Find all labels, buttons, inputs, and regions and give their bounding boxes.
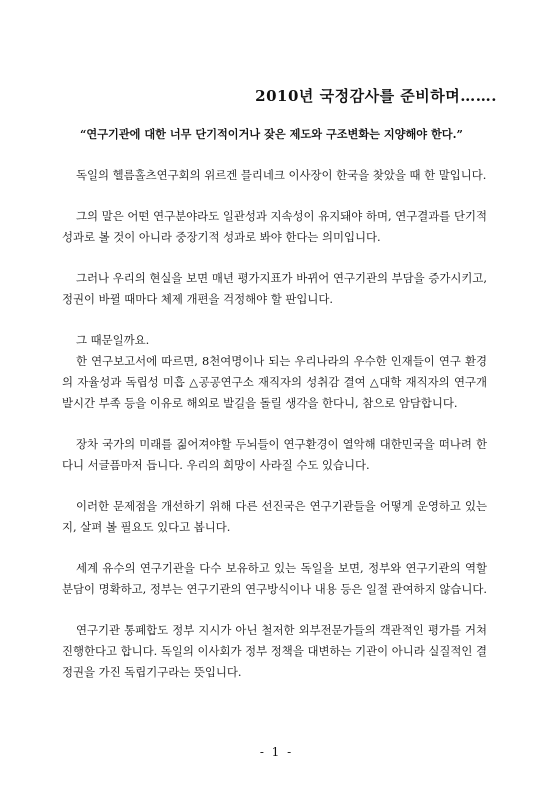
paragraph: 장차 국가의 미래를 짊어져야할 두뇌들이 연구환경이 열악해 대한민국을 떠나려 한다니 서글픔마저 듭니다. 우리의 희망이 사라질 수도 있습니다.	[62, 437, 487, 472]
document-title: 2010년 국정감사를 준비하며…….	[255, 87, 497, 105]
paragraph: 그의 말은 어떤 연구분야라도 일관성과 지속성이 유지돼야 하며, 연구결과를 단기적 성과로 볼 것이 아니라 중장기적 성과로 봐야 한다는 의미입니다.	[62, 209, 487, 244]
paragraph: 세계 유수의 연구기관을 다수 보유하고 있는 독일을 보면, 정부와 연구기관의 역할분담이 명확하고, 정부는 연구기관의 연구방식이나 내용 등은 일절 관여하지 않습니다.	[62, 561, 487, 596]
paragraph: 독일의 헬름홀츠연구회의 위르겐 믈리네크 이사장이 한국을 찾았을 때 한 말입니다.	[76, 168, 487, 182]
page-number: - 1 -	[259, 745, 294, 759]
paragraph: 그 때문일까요.	[76, 333, 150, 347]
document-body	[62, 165, 487, 703]
paragraph: 이러한 문제점을 개선하기 위해 다른 선진국은 연구기관들을 어떻게 운영하고 있는지, 살펴 볼 필요도 있다고 봅니다.	[62, 499, 487, 534]
paragraph: 그러나 우리의 현실을 보면 매년 평가지표가 바뀌어 연구기관의 부담을 증가시키고, 정권이 바뀔 때마다 체제 개편을 걱정해야 할 판입니다.	[62, 271, 487, 306]
paragraph: 연구기관 통폐합도 정부 지시가 아닌 철저한 외부전문가들의 객관적인 평가를 거쳐 진행한다고 합니다. 독일의 이사회가 정부 정책을 대변하는 기관이 아니라 실질적인 결정권을 가진 독립기구라는 뜻입니다.	[62, 623, 487, 679]
paragraph: 한 연구보고서에 따르면, 8천여명이나 되는 우리나라의 우수한 인재들이 연구 환경의 자율성과 독립성 미흡 △공공연구소 재직자의 성취감 결여 △대학 재직자의 연구개발시간 부족 등을 이유로 해외로 발길을 돌릴 생각을 한다니, 참으로 암담합니다.	[62, 354, 487, 410]
pull-quote: “연구기관에 대한 너무 단기적이거나 잦은 제도와 구조변화는 지양해야 한다.”	[80, 127, 463, 141]
